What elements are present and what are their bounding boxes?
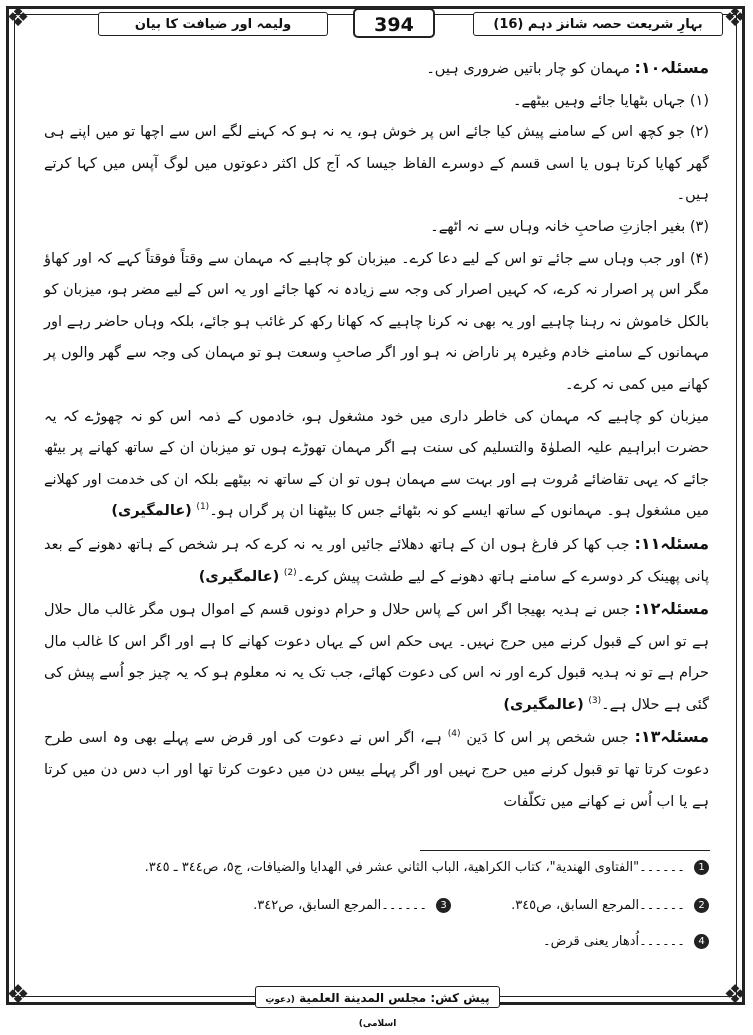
book-title: بہارِ شریعت حصہ شانز دہم (16) (473, 12, 723, 36)
masala-10-intro: مسئلہ۱۰: مہمان کو چار باتیں ضروری ہیں۔ (426, 58, 709, 77)
masala-10-item-3: (۳) بغیر اجازتِ صاحبِ خانہ وہاں سے نہ اٹھے۔ (430, 218, 709, 235)
footnote-row (44, 898, 709, 913)
masala-label: مسئلہ۱۲: (634, 599, 709, 619)
footnote-ref[interactable]: (1) (196, 502, 210, 513)
publisher-name: مجلس المدينة العلمية (299, 991, 427, 1005)
masala-label: مسئلہ۱۳: (634, 727, 710, 747)
masala-10-item-2: (۲) جو کچھ اس کے سامنے پیش کیا جائے اس پر خوش ہو، یہ نہ ہو کہ کہنے لگے اس سے اچھا تو میں اپنے ہی گھر کھایا کرتا ہوں یا اسی قسم کے دوسرے الفاظ جیسا کہ آج کل اکثر دعوتوں میں لوگ آپس میں کہا کرتے ہیں۔ (44, 124, 709, 204)
footnote-number: 2 (694, 898, 709, 913)
source-citation: (عالمگیری) (111, 503, 192, 520)
footnote-number: 1 (694, 860, 709, 875)
masala-label: مسئلہ۱۱: (634, 533, 710, 553)
ornament-icon: ❖ (723, 3, 747, 33)
footnote-2: 2 ۔۔۔۔۔۔المرجع السابق، ص٣٤٥. (511, 898, 709, 913)
ornament-icon: ❖ (6, 980, 30, 1010)
masala-12: مسئلہ۱۲: جس نے ہدیہ بھیجا اگر اس کے پاس حلال و حرام دونوں قسم کے اموال ہوں مگر غالب مال حلال ہے تو اس کے قبول کرنے میں حرج نہیں۔ یہی حکم اس کے یہاں دعوت کھانے کا ہے اور اگر اس کا غالب مال حرام ہے تو نہ ہدیہ قبول کرے اور نہ اس کی دعوت کھائے، جب تک یہ نہ معلوم ہو کہ یہ چیز جو اُسے پیش کی گئی ہے حلال ہے۔$^{(3)}$ (عالمگیری) (44, 599, 709, 713)
host-paragraph: میزبان کو چاہیے کہ مہمان کی خاطر داری میں خود مشغول ہو، خادموں کے ذمہ اس کو نہ چھوڑے کہ یہ حضرت ابراہیم علیہ الصلوٰۃ والتسلیم کی سنت ہے اگر مہمان تھوڑے ہوں تو میزبان ان کے ساتھ کھانے پر بیٹھ جائے کہ یہی تقاضائے مُروت ہے اور بہت سے مہمان ہوں تو ان کے ساتھ نہ بیٹھے بلکہ ان کی خدمت اور کھلانے میں مشغول ہو۔ مہمانوں کے ساتھ ایسے کو نہ بٹھائے جس کا بیٹھنا ان پر گراں ہو۔$^{(1)}$ (عالمگیری) (44, 408, 709, 520)
footnote-ref[interactable]: (2) (283, 567, 297, 578)
chapter-title: ولیمہ اور ضیافت کا بیان (98, 12, 328, 36)
footnote-number: 3 (436, 898, 451, 913)
page-number: 394 (353, 8, 435, 38)
footnote-1: 1 ۔۔۔۔۔۔"الفتاوى الهندية"، كتاب الكراهية، الباب الثاني عشر في الهدايا والضيافات، ج٥، ص٣٤٤ ـ ٣٤٥. (44, 860, 709, 875)
masala-label: مسئلہ۱۰: (634, 58, 709, 77)
masala-10-item-1: (۱) جہاں بٹھایا جائے وہیں بیٹھے۔ (513, 92, 709, 109)
footnote-ref[interactable]: (4) (447, 729, 461, 740)
ornament-icon: ❖ (6, 3, 30, 33)
source-citation: (عالمگیری) (503, 696, 584, 713)
source-citation: (عالمگیری) (198, 568, 280, 585)
page-body (44, 52, 709, 818)
ornament-icon: ❖ (723, 980, 747, 1010)
footnote-ref[interactable]: (3) (588, 696, 602, 707)
masala-11: مسئلہ۱۱: جب کھا کر فارغ ہوں ان کے ہاتھ دھلائے جائیں اور یہ نہ کرے کہ ہر شخص کے ہاتھ دھونے کے بعد پانی پھینک کر دوسرے کے سامنے ہاتھ دھونے کے لیے طشت پیش کرے۔$^{(2)}$ (عالمگیری) (44, 533, 710, 585)
masala-10-item-4: (۴) اور جب وہاں سے جائے تو اس کے لیے دعا کرے۔ میزبان کو چاہیے کہ مہمان سے وقتاً فوقتاً کہے کہ اور کھاؤ مگر اس پر اصرار نہ کرے، کہ کہیں اصرار کی وجہ سے زیادہ نہ کھا جائے اور یہ اس کے لیے مضر ہو، میزبان کو بالکل خاموش نہ رہنا چاہیے اور یہ بھی نہ کرنا چاہیے کہ کھانا رکھ کر غائب ہو جائے، بلکہ وہاں حاضر رہے اور مہمانوں کے سامنے خادم وغیرہ پر ناراض نہ ہو اور اگر صاحبِ وسعت ہو تو مہمان کی وجہ سے گھر والوں پر کھانے میں کمی نہ کرے۔ (44, 250, 709, 393)
footnote-4: 4 ۔۔۔۔۔۔اُدھار یعنی قرض۔ (44, 934, 709, 949)
publisher-bar: پیش کش: مجلس المدينة العلمية (دعوتِ اسلامی) (255, 986, 500, 1008)
footnote-3: 3 ۔۔۔۔۔۔المرجع السابق، ص٣٤٢. (253, 898, 451, 913)
page-header (30, 8, 723, 40)
footnote-divider (420, 850, 710, 851)
masala-13: مسئلہ۱۳: جس شخص پر اس کا دَین $^{(4)}$ ہے، اگر اس نے دعوت کی اور قرض سے پہلے بھی وہ اسی طرح دعوت کرتا تھا تو قبول کرنے میں حرج نہیں اور اگر پہلے بیس دن میں دعوت کرتا تھا اور اب دس دن میں کرتا ہے یا اب اُس نے کھانے میں تکلّفات (44, 727, 710, 810)
footnote-number: 4 (694, 934, 709, 949)
